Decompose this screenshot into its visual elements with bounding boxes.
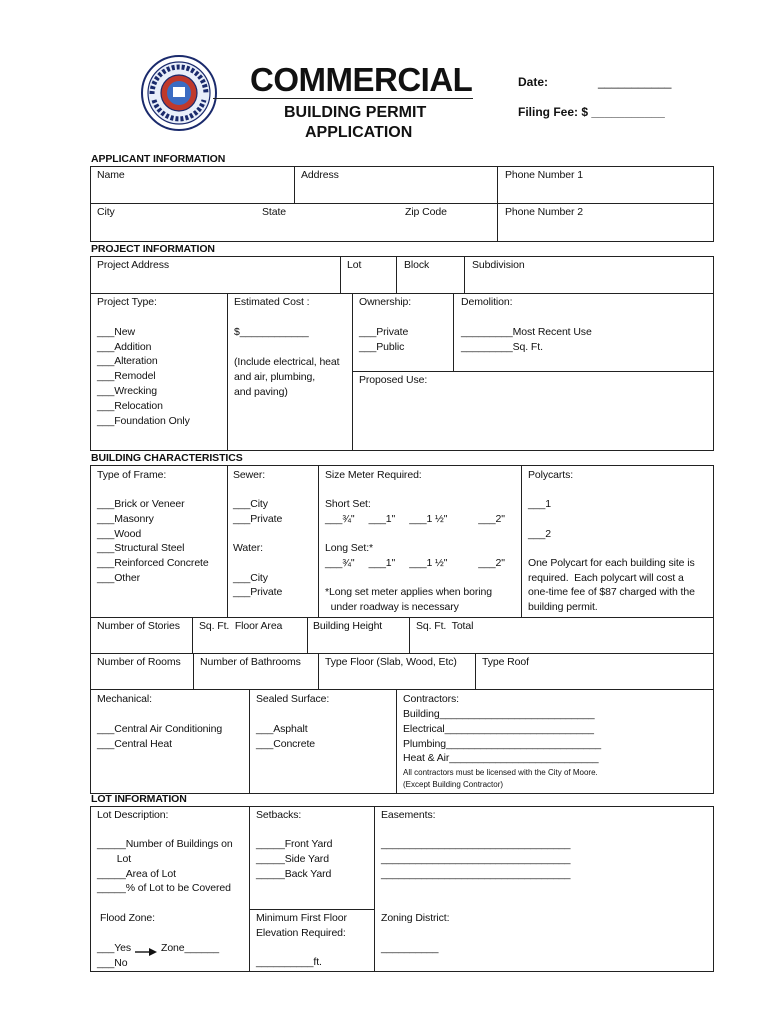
sealed-surface-label: Sealed Surface: (256, 693, 330, 705)
contractors-label: Contractors: (403, 693, 459, 705)
bathrooms-field[interactable]: Number of Bathrooms (200, 656, 301, 668)
city-seal (140, 54, 218, 132)
divider (90, 689, 714, 690)
zoning-district-field[interactable]: __________ (381, 942, 439, 954)
demolition-sqft[interactable]: _________Sq. Ft. (461, 341, 543, 353)
mechanical-label: Mechanical: (97, 693, 152, 705)
divider (374, 806, 375, 972)
rooms-field[interactable]: Number of Rooms (97, 656, 181, 668)
cost-note: and paving) (234, 386, 288, 398)
mechanical-heat[interactable]: ___Central Heat (97, 738, 172, 750)
short-set-sizes[interactable]: ___¾" ___1" ___1 ½" ___2" (325, 513, 505, 525)
divider (521, 465, 522, 617)
divider (453, 293, 454, 371)
project-type-wrecking[interactable]: ___Wrecking (97, 385, 157, 397)
divider (409, 617, 410, 653)
contractor-plumbing[interactable]: Plumbing___________________________ (403, 738, 601, 750)
frame-label: Type of Frame: (97, 469, 167, 481)
ownership-label: Ownership: (359, 296, 412, 308)
page-subtitle-2: APPLICATION (305, 124, 413, 141)
setback-side[interactable]: _____Side Yard (256, 853, 329, 865)
divider (318, 653, 319, 689)
polycart-note: building permit. (528, 601, 598, 613)
divider (193, 653, 194, 689)
flood-zone-no[interactable]: ___No (97, 957, 128, 969)
water-private[interactable]: ___Private (233, 586, 283, 598)
sewer-private[interactable]: ___Private (233, 513, 283, 525)
ownership-private[interactable]: ___Private (359, 326, 409, 338)
project-type-alteration[interactable]: ___Alteration (97, 355, 158, 367)
estimated-cost-field[interactable]: $____________ (234, 326, 309, 338)
divider (475, 653, 476, 689)
divider (396, 689, 397, 794)
polycart-note: one-time fee of $87 charged with the (528, 586, 695, 598)
frame-masonry[interactable]: ___Masonry (97, 513, 154, 525)
short-set-label: Short Set: (325, 498, 371, 510)
project-heading: PROJECT INFORMATION (91, 243, 215, 255)
easement-line[interactable]: _________________________________ (381, 838, 571, 850)
polycart-1[interactable]: ___1 (528, 498, 551, 510)
cost-note: and air, plumbing, (234, 371, 316, 383)
contractor-heat-air[interactable]: Heat & Air__________________________ (403, 752, 599, 764)
frame-concrete[interactable]: ___Reinforced Concrete (97, 557, 209, 569)
building-heading: BUILDING CHARACTERISTICS (91, 452, 243, 464)
min-floor-label: Minimum First Floor (256, 912, 347, 924)
surface-asphalt[interactable]: ___Asphalt (256, 723, 308, 735)
easements-label: Easements: (381, 809, 436, 821)
arrow-right-icon (135, 944, 157, 954)
zoning-district-label: Zoning District: (381, 912, 450, 924)
project-type-remodel[interactable]: ___Remodel (97, 370, 156, 382)
polycarts-label: Polycarts: (528, 469, 574, 481)
applicant-heading: APPLICANT INFORMATION (91, 153, 226, 165)
roof-type-field[interactable]: Type Roof (482, 656, 529, 668)
flood-zone-label: Flood Zone: (100, 912, 155, 924)
flood-zone-field[interactable]: Zone______ (161, 942, 219, 954)
setback-back[interactable]: _____Back Yard (256, 868, 332, 880)
phone1-field[interactable]: Phone Number 1 (505, 169, 583, 181)
frame-steel[interactable]: ___Structural Steel (97, 542, 185, 554)
frame-wood[interactable]: ___Wood (97, 528, 142, 540)
long-set-note: under roadway is necessary (325, 601, 459, 613)
divider (352, 293, 353, 451)
meter-label: Size Meter Required: (325, 469, 422, 481)
phone2-field[interactable]: Phone Number 2 (505, 206, 583, 218)
contractor-electrical[interactable]: Electrical__________________________ (403, 723, 594, 735)
ownership-public[interactable]: ___Public (359, 341, 405, 353)
water-city[interactable]: ___City (233, 572, 268, 584)
min-floor-field[interactable]: __________ft. (256, 956, 322, 968)
frame-brick[interactable]: ___Brick or Veneer (97, 498, 185, 510)
estimated-cost-label: Estimated Cost : (234, 296, 310, 308)
divider (307, 617, 308, 653)
polycart-note: One Polycart for each building site is (528, 557, 695, 569)
demolition-label: Demolition: (461, 296, 513, 308)
date-label: Date: (518, 75, 549, 89)
polycart-note: required. Each polycart will cost a (528, 572, 684, 584)
project-address-field[interactable]: Project Address (97, 259, 170, 271)
divider (249, 689, 250, 794)
demolition-recent-use[interactable]: _________Most Recent Use (461, 326, 592, 338)
surface-concrete[interactable]: ___Concrete (256, 738, 316, 750)
project-type-addition[interactable]: ___Addition (97, 341, 152, 353)
sqft-total-field[interactable]: Sq. Ft. Total (416, 620, 474, 632)
project-type-foundation[interactable]: ___Foundation Only (97, 415, 190, 427)
date-field[interactable]: ___________ (598, 75, 672, 89)
divider (497, 166, 498, 242)
divider (318, 465, 319, 617)
stories-field[interactable]: Number of Stories (97, 620, 180, 632)
flood-zone-yes[interactable]: ___Yes (97, 942, 132, 954)
building-height-field[interactable]: Building Height (313, 620, 383, 632)
state-field[interactable]: State (262, 206, 287, 218)
lot-description-label: Lot Description: (97, 809, 169, 821)
contractors-note: All contractors must be licensed with the City of Moore. (403, 768, 598, 777)
water-label: Water: (233, 542, 263, 554)
proposed-use-field[interactable]: Proposed Use: (359, 374, 428, 386)
divider (396, 256, 397, 293)
title-rule (213, 98, 473, 99)
contractors-note: (Except Building Contractor) (403, 780, 504, 789)
city-field[interactable]: City (97, 206, 115, 218)
project-type-new[interactable]: ___New (97, 326, 135, 338)
divider (90, 293, 714, 294)
divider (90, 653, 714, 654)
divider (464, 256, 465, 293)
lot-area[interactable]: _____Area of Lot (97, 868, 176, 880)
easement-line[interactable]: _________________________________ (381, 853, 571, 865)
applicant-table (90, 166, 714, 242)
sewer-label: Sewer: (233, 469, 266, 481)
zip-field[interactable]: Zip Code (405, 206, 447, 218)
lot-heading: LOT INFORMATION (91, 793, 187, 805)
divider (294, 166, 295, 203)
contractor-building[interactable]: Building___________________________ (403, 708, 595, 720)
subdivision-field[interactable]: Subdivision (472, 259, 525, 271)
cost-note: (Include electrical, heat (234, 356, 340, 368)
project-type-relocation[interactable]: ___Relocation (97, 400, 163, 412)
divider (90, 203, 714, 204)
divider (227, 293, 228, 451)
lot-number-buildings[interactable]: _____Number of Buildings on (97, 838, 233, 850)
filing-fee-field[interactable]: Filing Fee: $ ___________ (518, 105, 665, 119)
divider (340, 256, 341, 293)
name-field[interactable]: Name (97, 169, 125, 181)
sewer-city[interactable]: ___City (233, 498, 268, 510)
lot-percent-covered[interactable]: _____% of Lot to be Covered (97, 882, 231, 894)
divider (249, 806, 250, 972)
mechanical-ac[interactable]: ___Central Air Conditioning (97, 723, 223, 735)
frame-other[interactable]: ___Other (97, 572, 140, 584)
block-field[interactable]: Block (404, 259, 430, 271)
polycart-2[interactable]: ___2 (528, 528, 551, 540)
lot-field[interactable]: Lot (347, 259, 362, 271)
page-title: COMMERCIAL (250, 61, 473, 98)
easement-line[interactable]: _________________________________ (381, 868, 571, 880)
min-floor-label: Elevation Required: (256, 927, 346, 939)
floor-type-field[interactable]: Type Floor (Slab, Wood, Etc) (325, 656, 457, 668)
address-field[interactable]: Address (301, 169, 339, 181)
page-subtitle-1: BUILDING PERMIT (284, 104, 427, 121)
divider (90, 617, 714, 618)
divider (352, 371, 714, 372)
divider (192, 617, 193, 653)
setbacks-label: Setbacks: (256, 809, 302, 821)
setback-front[interactable]: _____Front Yard (256, 838, 333, 850)
floor-area-field[interactable]: Sq. Ft. Floor Area (199, 620, 283, 632)
divider (227, 465, 228, 617)
lot-number-buildings-cont: Lot (97, 853, 132, 865)
divider (249, 909, 374, 910)
project-type-label: Project Type: (97, 296, 157, 308)
long-set-label: Long Set:* (325, 542, 374, 554)
long-set-note: *Long set meter applies when boring (325, 586, 492, 598)
long-set-sizes[interactable]: ___¾" ___1" ___1 ½" ___2" (325, 557, 505, 569)
